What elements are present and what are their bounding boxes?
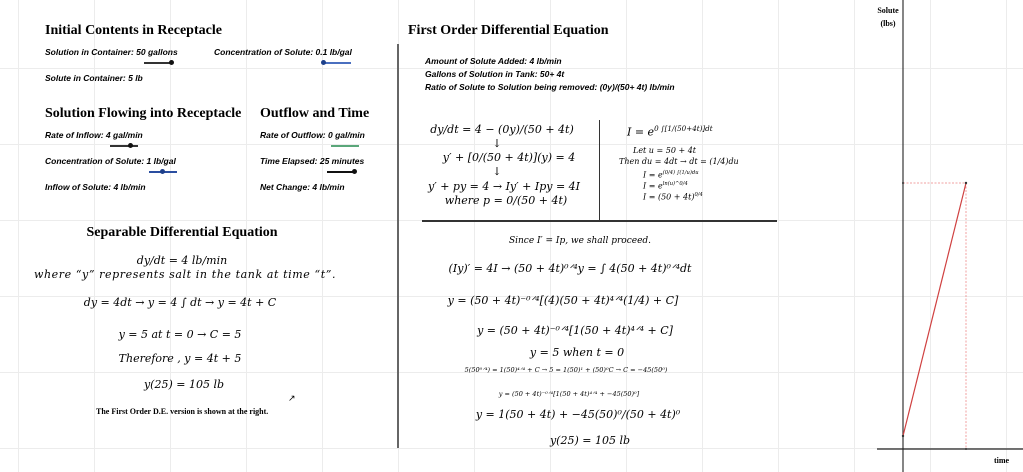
inflow-rate-label: Rate of Inflow: 4 gal/min bbox=[45, 130, 143, 140]
fo-left-2: y′ + [0/(50 + 4t)](y) = 4 bbox=[442, 151, 576, 164]
outflow-rate-slider[interactable] bbox=[331, 145, 359, 147]
solution-gallons-slider[interactable] bbox=[144, 62, 172, 64]
derivation-divider bbox=[599, 120, 600, 220]
initial-contents-title: Initial Contents in Receptacle bbox=[45, 23, 222, 38]
solute-in-container-label: Solute in Container: 5 lb bbox=[45, 73, 143, 83]
fo-step-3: y = (50 + 4t)⁻⁰ᐟ⁴[1(50 + 4t)⁴ᐟ⁴ + C] bbox=[477, 324, 673, 337]
separable-eq6: y(25) = 105 lb bbox=[143, 378, 225, 391]
initial-concentration-label: Concentration of Solute: 0.1 lb/gal bbox=[214, 47, 352, 57]
fo-right-let: Let u = 50 + 4t bbox=[633, 146, 697, 155]
separable-eq1: dy/dt = 4 lb/min bbox=[136, 254, 228, 267]
net-change-label: Net Change: 4 lb/min bbox=[260, 182, 345, 192]
y-tick-point bbox=[902, 182, 904, 184]
time-elapsed-label: Time Elapsed: 25 minutes bbox=[260, 156, 365, 166]
down-arrow-icon: ↓ bbox=[492, 165, 502, 178]
separable-eq3: dy = 4dt → y = 4 ∫ dt → y = 4t + C bbox=[83, 296, 277, 309]
inflow-rate-slider[interactable] bbox=[110, 145, 138, 147]
inflow-concentration-label: Concentration of Solute: 1 lb/gal bbox=[45, 156, 176, 166]
fo-step-5: 5(50⁰ᐟ⁴) = 1(50)⁴ᐟ⁴ + C → 5 = 1(50)¹ + (50)⁰C → C = −45(50⁰) bbox=[464, 366, 668, 374]
fo-left-3: y′ + py = 4 → Iy′ + Ipy = 4I bbox=[427, 180, 581, 193]
slider-handle[interactable] bbox=[169, 60, 174, 65]
solute-added-label: Amount of Solute Added: 4 lb/min bbox=[425, 56, 562, 66]
inflow-concentration-slider[interactable] bbox=[149, 171, 177, 173]
fo-since: Since I′ = Ip, we shall proceed. bbox=[508, 236, 652, 246]
slider-handle[interactable] bbox=[352, 169, 357, 174]
y-axis-label: Solute (lbs) bbox=[877, 6, 899, 28]
solute-graph[interactable] bbox=[870, 0, 1023, 472]
separable-eq5: Therefore , y = 4t + 5 bbox=[118, 352, 242, 365]
first-order-note: The First Order D.E. version is shown at the right. bbox=[96, 407, 269, 416]
slider-handle[interactable] bbox=[321, 60, 326, 65]
fo-right-I: $I = e^{0 \int[1/(50+4t)]dt}$ bbox=[627, 124, 713, 139]
end-point[interactable] bbox=[965, 182, 967, 184]
fo-right-then: Then du = 4dt → dt = (1/4)du bbox=[619, 157, 739, 166]
fo-left-1: dy/dt = 4 − (0y)/(50 + 4t) bbox=[430, 123, 574, 136]
outflow-title: Outflow and Time bbox=[260, 106, 370, 121]
panel-divider bbox=[397, 44, 399, 448]
fo-step-7: y = 1(50 + 4t) + −45(50)⁰/(50 + 4t)⁰ bbox=[475, 408, 681, 421]
first-order-title: First Order Differential Equation bbox=[408, 23, 609, 38]
fo-step-1: (Iy)′ = 4I → (50 + 4t)⁰ᐟ⁴y = ∫ 4(50 + 4t)⁰ᐟ⁴dt bbox=[448, 262, 692, 275]
separable-eq4: y = 5 at t = 0 → C = 5 bbox=[118, 328, 242, 341]
derivation-underline bbox=[422, 220, 777, 222]
start-point bbox=[902, 435, 904, 437]
solute-line bbox=[903, 183, 966, 436]
initial-concentration-slider[interactable] bbox=[322, 62, 351, 64]
down-arrow-icon: ↓ bbox=[492, 137, 502, 150]
cursor-arrow-icon: ↗ bbox=[288, 393, 296, 403]
fo-step-4: y = 5 when t = 0 bbox=[529, 346, 625, 359]
time-slider[interactable] bbox=[327, 171, 355, 173]
fo-step-8: y(25) = 105 lb bbox=[549, 434, 631, 447]
fo-step-6: y = (50 + 4t)⁻⁰ᐟ⁴[1(50 + 4t)⁴ᐟ⁴ + −45(50)⁰] bbox=[498, 390, 640, 398]
ratio-label: Ratio of Solute to Solution being removed: (0y)/(50+ 4t) lb/min bbox=[425, 82, 675, 92]
fo-right-I4: $I = (50 + 4t)^{0/4}$ bbox=[643, 192, 703, 202]
outflow-rate-label: Rate of Outflow: 0 gal/min bbox=[260, 130, 365, 140]
x-tick-point bbox=[965, 448, 967, 450]
solution-in-container-label: Solution in Container: 50 gallons bbox=[45, 47, 178, 57]
separable-title: Separable Differential Equation bbox=[86, 225, 278, 240]
slider-handle[interactable] bbox=[160, 169, 165, 174]
gallons-label: Gallons of Solution in Tank: 50+ 4t bbox=[425, 69, 565, 79]
fo-right-I3: $I = e^{ln(u)\^{}0/4}$ bbox=[643, 181, 688, 191]
fo-left-4: where p = 0/(50 + 4t) bbox=[444, 194, 568, 207]
fo-right-I2: $I = e^{(0/4) \int(1/u)du}$ bbox=[643, 170, 699, 180]
x-axis-label: time bbox=[994, 456, 1010, 465]
inflow-title: Solution Flowing into Receptacle bbox=[45, 106, 242, 121]
fo-step-2: y = (50 + 4t)⁻⁰ᐟ⁴[(4)(50 + 4t)⁴ᐟ⁴(1/4) + C] bbox=[447, 294, 679, 307]
slider-handle[interactable] bbox=[128, 143, 133, 148]
separable-eq2: where “y” represents salt in the tank at time “t”. bbox=[33, 268, 337, 281]
solute-inflow-label: Inflow of Solute: 4 lb/min bbox=[45, 182, 146, 192]
